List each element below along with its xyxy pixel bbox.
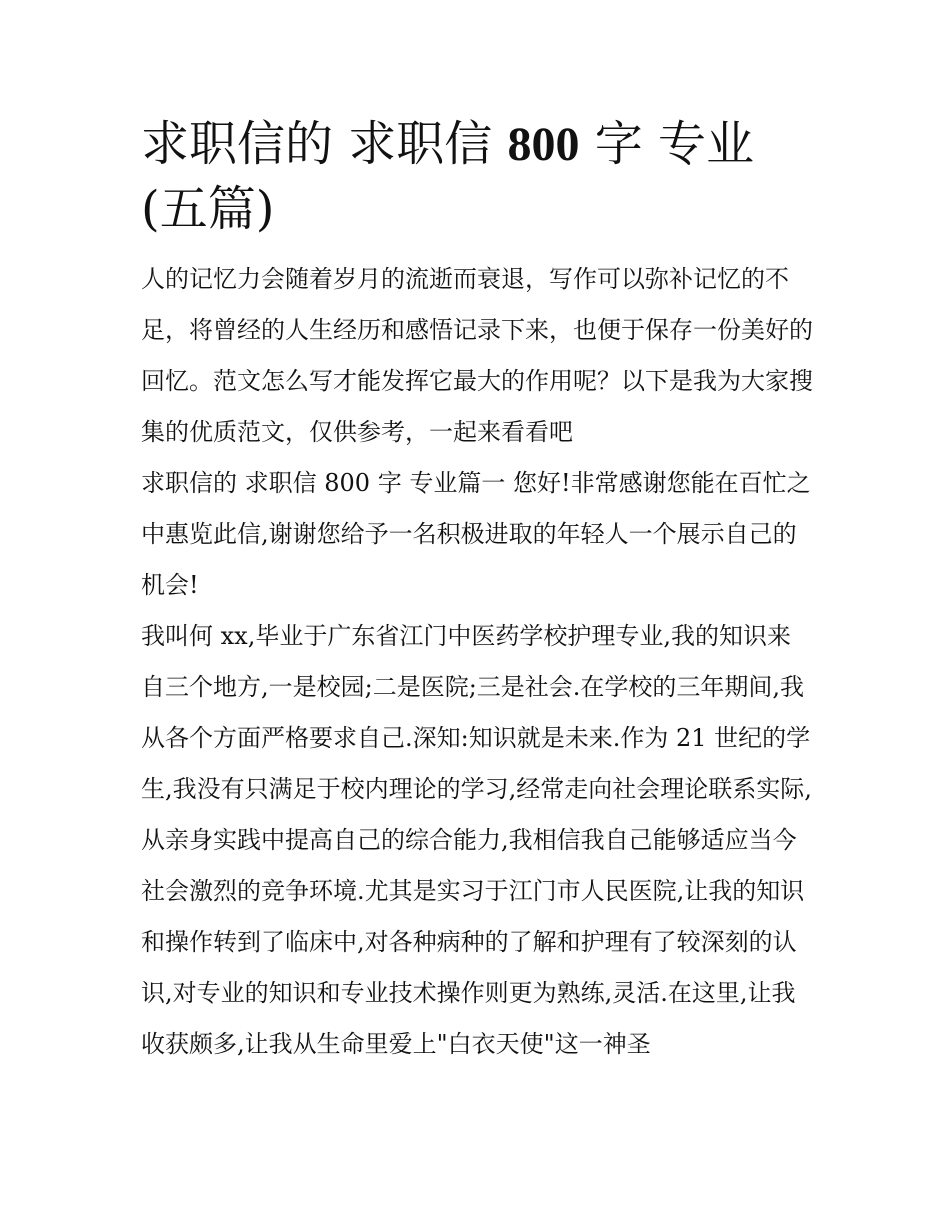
letter-opening-paragraph: 求职信的 求职信 800 字 专业篇一 您好!非常感谢您能在百忙之中惠览此信,谢谢您给予一名积极进取的年轻人一个展示自己的机会! <box>141 469 811 599</box>
document-page <box>141 0 813 1070</box>
letter-body-paragraph: 我叫何 xx,毕业于广东省江门中医药学校护理专业,我的知识来自三个地方,一是校园;二是医院;三是社会.在学校的三年期间,我从各个方面严格要求自己.深知:知识就是未来.作为 21 世纪的学生,我没有只满足于校内理论的学习,经常走向社会理论联系实际,从亲身实践中提高自己的综合能力,我相信我自己能够适应当今社会激烈的竞争环境.尤其是实习于江门市人民医院,让我的知识和操作转到了临床中,对各种病种的了解和护理有了较深刻的认识,对专业的知识和专业技术操作则更为熟练,灵活.在这里,让我收获颇多,让我从生命里爱上"白衣天使"这一神圣 <box>141 622 812 1058</box>
document-body <box>141 254 813 1070</box>
intro-paragraph: 人的记忆力会随着岁月的流逝而衰退，写作可以弥补记忆的不足，将曾经的人生经历和感悟记录下来，也便于保存一份美好的回忆。范文怎么写才能发挥它最大的作用呢？以下是我为大家搜集的优质范文，仅供参考，一起来看看吧 <box>141 265 813 446</box>
title-line2: (五篇) <box>141 181 275 237</box>
title-text-part2: 字 专业 <box>579 116 755 172</box>
title-number: 800 <box>507 118 580 171</box>
document-title <box>141 112 813 241</box>
title-text-part1: 求职信的 求职信 <box>141 116 508 172</box>
